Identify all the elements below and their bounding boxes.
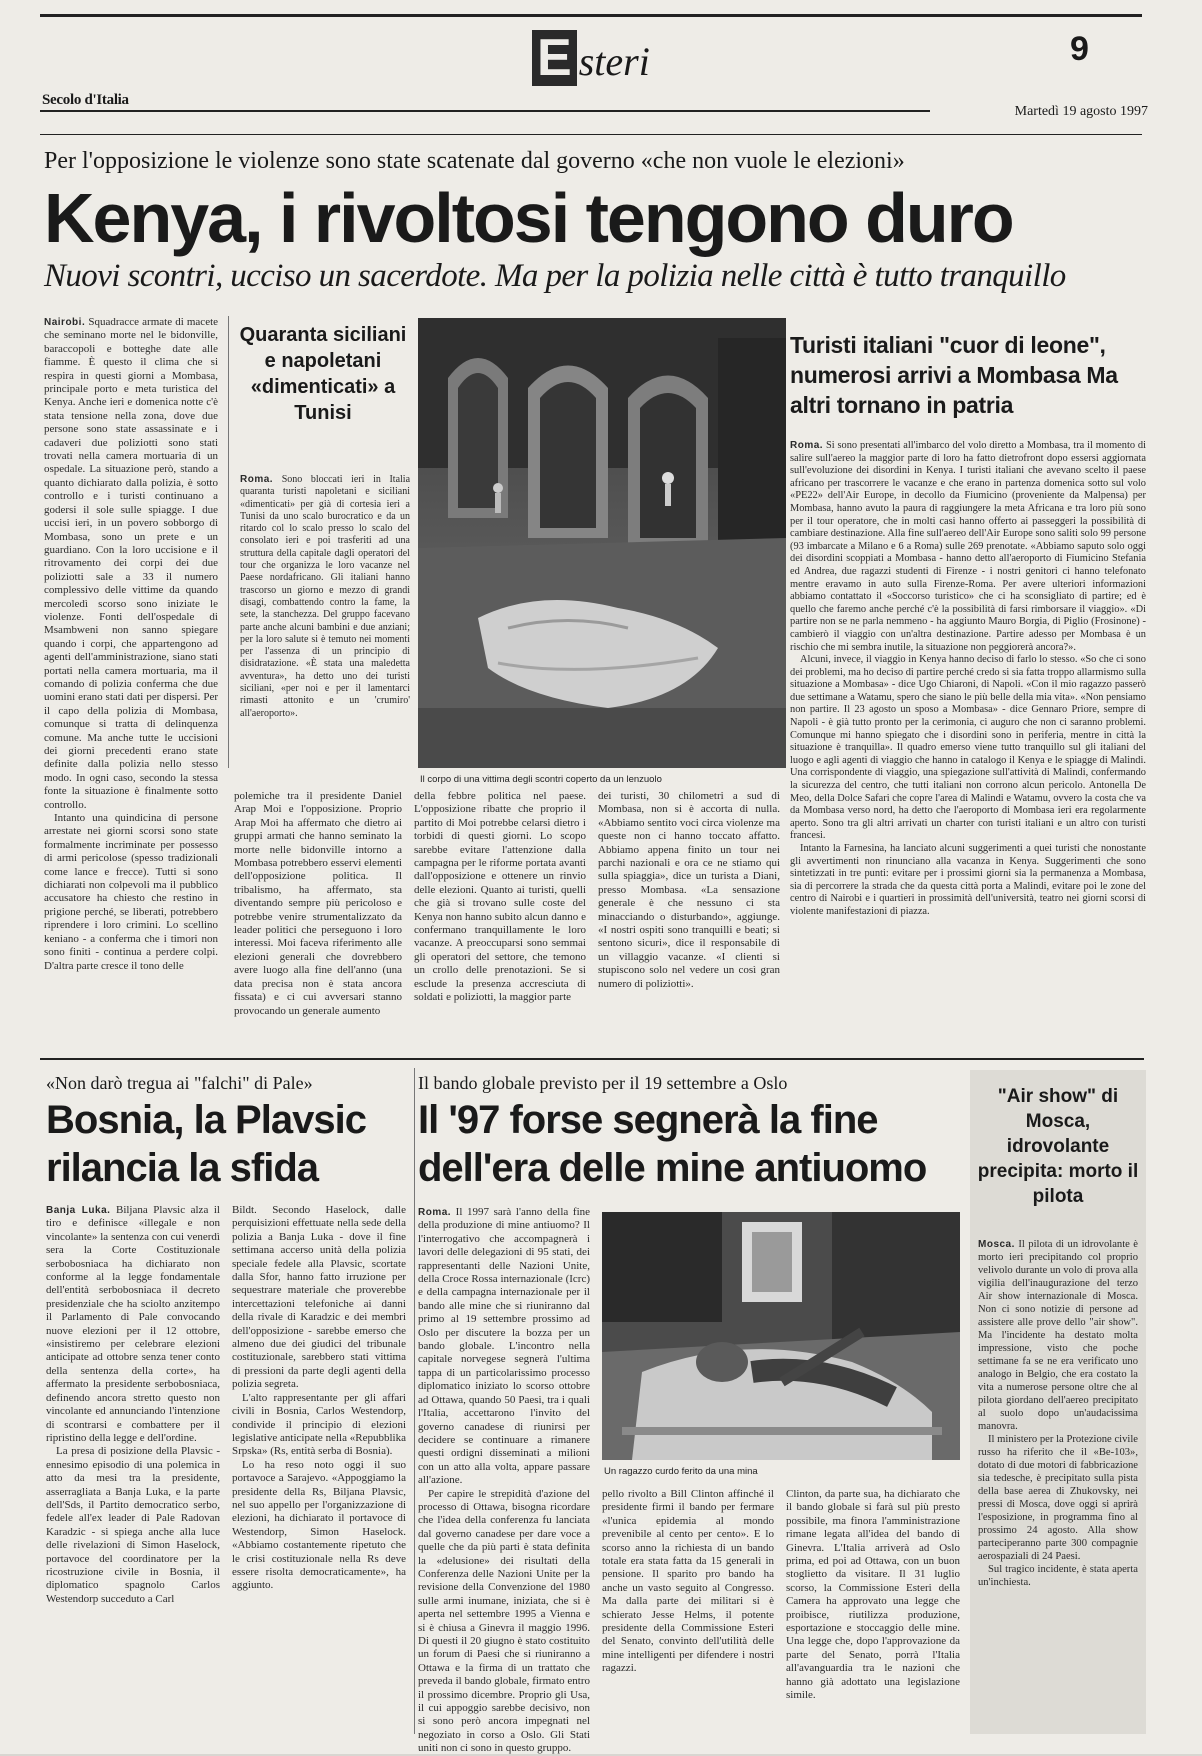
- mine-column-1: [418, 1206, 591, 1755]
- bosnia-column-1: [46, 1204, 220, 1734]
- airshow-dateline: Mosca.: [978, 1239, 1015, 1250]
- injured-boy-image: [602, 1212, 960, 1460]
- column-divider: [228, 316, 229, 768]
- mine-body-3: pello rivolto a Bill Clinton affinché il presidente firmi il bando per fermare «l'unica epidemia al mondo prevenibile al cento per cento». E lo scorso anno la richiesta di un bando totale era stata fatta da 15 generali in pensione. Il sparito pro bando ha anche un vasto seguito al Congresso. Ma dalla parte dei militari si è schierato Jesse Helms, il potente presidente della Commissione Esteri del Senato, convinto dell'utilità delle mine intelligenti per difendere i nostri ragazzi.: [602, 1488, 774, 1675]
- mine-dateline: Roma.: [418, 1207, 452, 1218]
- kenya-photo: [418, 318, 786, 768]
- turisti-body-2: Alcuni, invece, il viaggio in Kenya hanno deciso di farlo lo stesso. «So che ci sono dei problemi, ma ho deciso di partire perché credo si sia fatta troppo allarmismo sulla situazione a Mombasa» - dice Ugo Chiaroni, di Napoli. «Con il mio ragazzo passerò due settimane a Watamu, spero che siano le più belle della mia vita». «Non pensiamo non partire. Il 23 agosto un sposo a Mombasa» - dice Gennaro Priore, sempre di Napoli - è già tutto pronto per la cerimonia, ci auguro che non ci saranno problemi. Comunque mi hanno spiegato che i disordini sono in periferia, mentre in città la situazione è tranquilla». Il quadro emerso viene tutto tranquillo sul gli italiani del luogo e agli agenti di viaggio che hanno in catalogo il Kenya e le spiagge di Malindi. Una corrispondente di viaggio, una spiegazione sull'attività di Malindi, confermando la sicurezza del centro, che tutti italiani non corrono alcun pericolo. Antonella De Meo, della Dolce Safari che copre l'area di Malindi e Watamu, ovvero la costa che va da Mombasa verso nord, ha detto che l'aeroporto di Mombasa ieri era regolarmente aperto. Sono tra gli altri arrivati un charter con turisti italiani e un altro con turisti francesi.: [790, 654, 1146, 842]
- mine-column-2: [602, 1488, 774, 1734]
- paper-name: Secolo d'Italia: [42, 92, 129, 108]
- airshow-body-2: Il ministero per la Protezione civile russo ha riferito che il «Be-103», dotato di due motori di fabbricazione sia tedesche, è precipitato sulla pista della base aerea di Zhukovsky, nei pressi di Mosca, dove oggi si aprirà l'esposizione, in programma fino al prossimo 24 agosto. Alla show parteciperanno parte 300 compagnie aerospaziali di 24 Paesi.: [978, 1434, 1138, 1562]
- kenya-body-1: Squadracce armate di macete che seminano morte nel le bidonville, baraccopoli e botteghe date alle fiamme. È questo il clima che si respira in questi giorni a Mombasa, principale porto e meta turistica del Kenya. Anche ieri e domenica notte c'è stata tensione nella zona, dove due persone sono state assassinate e i cadaveri due poliziotti sono stati trovati nella camera mortuaria di un ospedale. La situazione però, stando a quanto dichiarato dalla polizia, è sotto controllo e i turisti continuano a godersi il sole sulle spiagge. I due uccisi ieri, in un povero sobborgo di Mombasa, sono un prete e un guardiano. Con la loro uccisione e il ritrovamento dei corpi dei due poliziotti sale a 33 il numero complessivo delle vittime da quando mercoledì scorso sono iniziate le violenze. Fonti dell'ospedale di Msambweni non sanno spiegare quando i corpi, che appartengono ad agenti dell'amministrazione, siano stati portati nella camera mortuaria, ma il comando di polizia conferma che due uomini erano stati dati per dispersi. Per il capo della polizia di Mombasa, comunque si tratta di delinquenza comune. Ma anche tutte le uccisioni dei giorni precedenti erano state definite dalla polizia nello stesso modo. In ogni caso, secondo la stessa fonte la situazione è finalmente sotto controllo.: [44, 316, 219, 811]
- section-initial: E: [532, 30, 577, 86]
- bosnia-headline: Bosnia, la Plavsic rilancia la sfida: [46, 1098, 366, 1190]
- bosnia-body-5: Lo ha reso noto oggi il suo portavoce a Sarajevo. «Appoggiamo la presidente della Rs, Biljana Plavsic, nel suo appello per l'organizzazione di elezioni, ha dichiarato il portavoce di Westendorp, Simon Haselock. «Abbiamo costantemente ripetuto che le crisi costituzionale nella Rs deve essere risolta democraticamente», ha aggiunto.: [232, 1458, 406, 1592]
- kenya-body-2: Intanto una quindicina di persone arrestate nei giorni scorsi sono state formalmente incriminate per possesso di armi pericolose (spesso tradizionali come lance e frecce). Tutti si sono dichiarati non colpevoli ma il pubblico accusatore ha chiesto che restino in prigione perché, se liberati, potrebbero riprendere i loro crimini. Lo scellino keniano - a conferma che i timori non sono finiti - continua a perdere colpi. D'altra parte cresce il tono delle: [44, 812, 218, 972]
- mine-headline: Il '97 forse segnerà la fine dell'era delle mine antiuomo: [418, 1098, 927, 1190]
- airshow-body-1: Il pilota di un idrovolante è morto ieri precipitando col proprio velivolo durante un volo di prova alla vigilia dell'inaugurazione del terzo Air show internazionale di Mosca. Non ci sono notizie di persone ad assistere alle prove dello "air show". Ma l'incidente ha destato molta impressione, visto che poche settimane fa se ne era verificato uno analogo in Belgio, che era costato la vita a numerose persone oltre che al pilota giordano dell'aereo precipitato al suolo dopo un'audacissima manovra.: [978, 1239, 1138, 1432]
- kenya-body-4: della febbre politica nel paese. L'opposizione ribatte che proprio il partito di Moi potrebbe celarsi dietro i torbidi di questi giorni. Lo scopo sarebbe evitare l'attenzione dalla campagna per le riforme portata avanti dall'opposizione e ottenere un rinvio delle elezioni. Quanto ai turisti, quelli che già si trovano sulle coste del Kenya non hanno subito alcun danno e confermano tranquillamente le loro vacanze. A preoccuparsi sono semmai gli operatori del settore, che temono un crollo delle prenotazioni. Se si esclude la presenza accresciuta di soldati e poliziotti, la maggior parte: [414, 790, 586, 1004]
- kenya-body-3: polemiche tra il presidente Daniel Arap Moi e l'opposizione. Proprio Arap Moi ha affermato che dietro ai gruppi armati che hanno seminato la morte nelle bidonville intorno a Mombasa potrebbero esservi elementi dell'opposizione politica. Il tribalismo, ha affermato, sta diventando sempre più pericoloso e potrebbe venire strumentalizzato da leader politici che perseguono i loro interessi. Moi faceva riferimento alle elezioni generali che dovrebbero avere luogo alla fine dell'anno (una data precisa non è stata ancora fissata) e ci cui avversari stanno provocando un generale aumento: [234, 790, 402, 1017]
- mine-body-4: Clinton, da parte sua, ha dichiarato che il bando globale si farà sul più presto possibile, ma finora l'amministrazione rimane legata all'idea del bando di Ginevra. L'Italia arriverà ad Oslo prima, ed poi ad Ottawa, con un buon stoglietto da visitare. Il 31 luglio scorso, la Commissione Esteri della Camera ha approvato una legge che proibisce, riutilizza produzione, esportazione e stoccaggio delle mine. Una legge che, dopo l'approvazione da parte del Senato, porrà l'Italia all'avanguardia tra le nazioni che hanno già adottato una legislazione simile.: [786, 1488, 960, 1702]
- kenya-column-1: [44, 316, 218, 1045]
- mine-photo: [602, 1212, 960, 1460]
- section-title: [532, 30, 650, 86]
- bosnia-kicker: «Non darò tregua ai "falchi" di Pale»: [46, 1073, 313, 1093]
- issue-date: Martedì 19 agosto 1997: [930, 104, 1148, 120]
- airshow-body-3: Sul tragico incidente, è stata aperta un'inchiesta.: [978, 1564, 1138, 1588]
- kenya-kicker: Per l'opposizione le violenze sono state scatenate dal governo «che non vuole le elezioni»: [44, 148, 905, 174]
- riot-scene-image: [418, 318, 786, 768]
- tunisi-headline: Quaranta siciliani e napoletani «dimenticati» a Tunisi: [239, 324, 407, 424]
- airshow-article: [978, 1238, 1138, 1728]
- mine-kicker: Il bando globale previsto per il 19 settembre a Oslo: [418, 1073, 788, 1093]
- mine-photo-caption: Un ragazzo curdo ferito da una mina: [604, 1466, 758, 1477]
- column-divider: [414, 1068, 415, 1734]
- kenya-dateline: Nairobi.: [44, 317, 86, 328]
- kenya-subhead: Nuovi scontri, ucciso un sacerdote. Ma per la polizia nelle città è tutto tranquillo: [44, 258, 1066, 294]
- top-rule: [40, 14, 1142, 17]
- turisti-body-3: Intanto la Farnesina, ha lanciato alcuni suggerimenti a quei turisti che nonostante gli avvertimenti non rinunciano alla vacanza in Kenya. Suggerimenti che sono sintetizzati in tre punti: evitare per i prossimi giorni sia la permanenza a Mombasa, sia di percorrere la strada che da questa città porta a Malindi, evitare poi le zone del centro di Nairobi e i quartieri in prossimità dell'università, teatro nei giorni scorsi di violente manifestazioni di piazza.: [790, 843, 1146, 917]
- kenya-headline: Kenya, i rivoltosi tengono duro: [44, 179, 1013, 257]
- tunisi-dateline: Roma.: [240, 474, 274, 485]
- airshow-box: [970, 1070, 1146, 1734]
- section-rule: [40, 1058, 1144, 1060]
- bosnia-column-2: [232, 1204, 406, 1734]
- tunisi-article: [240, 474, 410, 770]
- mine-body-1: Il 1997 sarà l'anno della fine della produzione di mine antiuomo? Il l'interrogativo che accompagnerà i lavori delle delegazioni di 95 stati, dei rappresentanti delle Nazioni Unite, della Croce Rossa internazionale (Icrc) e della campagna internazionale per il bando alle mine che si riuniranno dal primo al 19 settembre prossimo ad Oslo per discutere la bozza per un bando globale. L'incontro nella capitale norvegese segnerà l'ultima tappa di un particolarissimo processo diplomatico iniziato lo scorso ottobre ad Ottawa, quando 50 Paesi, tra i quali l'Italia, accettarono l'invito del governo canadese di riunirsi per decidere se continuare a rimanere questi ordigni disseminati a milioni con un atto alla volta, appare passare all'azione.: [418, 1206, 591, 1487]
- turisti-article: [790, 440, 1146, 1045]
- mine-body-2: Per capire le strepidità d'azione del processo di Ottawa, bisogna ricordare che l'idea della conferenza fu lanciata dal governo canadese per dare voce a quelle che da più parti è stata definita la «delusione» dei risultati della Conferenza delle Nazioni Unite per la revisione della Convenzione del 1980 sulle armi inumane, iniziata, che si è aperta nel settembre 1995 a Vienna e si è chiusa a Ginevra il maggio 1996. Di questi il 20 giugno è stato costituito un forum di Paesi che si riuniranno a Ottawa e la firma di un trattato che preveda il bando globale, firmato entro il prossimo dicembre. Proprio gli Usa, il cui appoggio sarebbe decisivo, non si sono però ancora impegnati nel negoziato in corso a Oslo. Gli Stati uniti non ci sono in questo gruppo.: [418, 1487, 590, 1755]
- bosnia-body-2: La presa di posizione della Plavsic - ennesimo episodio di una polemica in atto da mesi tra la presidente, asserragliata a Banja Luka, e la parte dell'Sds, il Partito democratico serbo, fedele all'ex leader di Pale Radovan Karadzic - si spiega anche alla luce delle rivelazioni di Simon Haselock, portavoce del coordinatore per la ricostruzione civile in Bosnia, il diplomatico spagnolo Carlos Westendorp succeduto a Carl: [46, 1445, 220, 1605]
- airshow-headline: "Air show" di Mosca, idrovolante precipita: morto il pilota: [977, 1086, 1139, 1207]
- kenya-column-2: [234, 790, 402, 1045]
- section-rest: steri: [578, 39, 650, 84]
- bosnia-dateline: Banja Luka.: [46, 1205, 111, 1216]
- kenya-column-3: [414, 790, 586, 1045]
- header-thin-rule: [40, 134, 1142, 135]
- bosnia-body-1: Biljana Plavsic alza il tiro e definisce «illegale e non vincolante» la sentenza con cui venerdì sera la Corte Costituzionale serbobosniaca ha dichiarato non conforme al la legge fondamentale dell'entità serbobosniaca il decreto presidenziale che ha sciolto anzitempo il Parlamento di Pale convocando nuove elezioni per il 12 ottobre, «insistiremo per celebrare elezioni anticipate ad ottobre senza tener conto della sentenza della corte», ha affermato la presidente serbobosniaca, definendo ancora stretto questo non vincolante ed annunciando l'intenzione di scontrarsi e combattere per il ripristino della legge e dell'ordine.: [46, 1204, 220, 1444]
- turisti-body-1: Si sono presentati all'imbarco del volo diretto a Mombasa, tra il momento di salire sull'aereo la maggior parte di loro ha fatto dietrofront dopo essersi aggiornata sull'evoluzione dei disordini in Kenya. I turisti italiani che avevano scelto il paese africano per trascorrere le vacanze e che erano in partenza domenica sotto sul volo «PE22» dell'Air Europe, in decollo da Fiumicino (proveniente da Malpensa) per Mombasa, hanno avuto la paura di raggiungere la meta Africana e tra loro più sono per il tour operatore, che in molti casi hanno offerto ai passeggeri la possibilità di cambiare destinazione. Alla fine sull'aereo dell'Air Europe sono saliti solo 99 persone (93 imbarcate a Milano e 6 a Roma) sulle 269 prenotate. «Abbiamo saputo solo oggi dei disordini scoppiati a Mombasa - hanno detto all'aeroporto di Fiumicino Stefania ed Andrea, due ragazzi studenti di Firenze - i nostri genitori ci hanno telefonato mentre eravamo in auto sulla Firenze-Roma. Per avere ulteriori informazioni abbiamo contattato il «Soccorso turistico» che ci ha sconsigliato di partire; ed è quello che faremo anche perché c'è la possibilità di farsi rimborsare il viaggio». «Di partire non se ne parla nemmeno - ha aggiunto Mauro Borgia, di Piglio (Frosinone) - cambierò il viaggio con un'altra destinazione. Partire adesso per Mombasa è un rischio che mi sembra inutile, la situazione non peggiorerà ancora?».: [790, 440, 1147, 653]
- kenya-body-5: dei turisti, 30 chilometri a sud di Mombasa, non si è accorta di nulla. «Abbiamo sentito voci circa violenze ma queste non ci hanno toccato affatto. Abbiamo appena finito un tour nei parchi nazionali e ora ce ne stiamo qui sulla spiaggia», dice un turista a Diani, presso Mombasa. «La sensazione generale è che nessuno ci sta minacciando o disturbando», aggiunge. «I nostri ospiti sono tranquilli e beati; si sentono sicuri», dice il responsabile di un villaggio vacanze. «I clienti si stupiscono solo nel vedere un così gran numero di poliziotti».: [598, 790, 780, 990]
- kenya-photo-caption: Il corpo di una vittima degli scontri coperto da un lenzuolo: [420, 774, 662, 785]
- bosnia-body-3: Bildt. Secondo Haselock, dalle perquisizioni effettuate nella sede della polizia a Banja Luka - dove il fine settimana accerso unità della polizia speciale fedele alla Plavsic, scortate dalla Sfor, hanno fatto irruzione per sequestrare materiale che proverebbe intercettazioni telefoniche ai danni della rivale di Karadzic e dei membri dell'opposizione - sarebbe emerso che almeno due dei giudici del tribunale costituzionale, sarebbero stati vittima di pressioni da parte degli agenti della polizia segreta.: [232, 1204, 406, 1391]
- mine-column-3: [786, 1488, 960, 1734]
- kenya-column-4: [598, 790, 780, 1045]
- tunisi-body: Sono bloccati ieri in Italia quaranta turisti napoletani e siciliani «dimenticati» per già di cortesia ieri a Tunisi da uno scalo burocratico e da un ritardo col lo scalo presso lo scalo del consolato ieri e poi trasferiti ad una struttura della capitale dagli operatori del tour che organizza le loro vacanze nel Paese nordafricano. Gli italiani hanno trascorso un giorno e mezzo di grandi disagi, combattendo contro la fame, la sete, la stanchezza. Del gruppo facevano parte anche alcuni bambini e due anziani; per la loro salute si è temuto nei momenti per l'assenza di un principio di disidratazione. «È stata una maledetta avventura», ha detto uno dei turisti siciliani, «per noi e per il lamentarci rimasti attonito e un 'crumiro' all'aeroporto».: [240, 474, 411, 719]
- page-number: 9: [1070, 30, 1089, 68]
- turisti-dateline: Roma.: [790, 440, 824, 451]
- bosnia-body-4: L'alto rappresentante per gli affari civili in Bosnia, Carlos Westendorp, condivide il principio di elezioni legislative anticipate nella «Repubblika Srpska» (Rs, entità serba di Bosnia).: [232, 1391, 406, 1458]
- turisti-headline: Turisti italiani "cuor di leone", numerosi arrivi a Mombasa Ma altri tornano in patria: [790, 332, 1118, 418]
